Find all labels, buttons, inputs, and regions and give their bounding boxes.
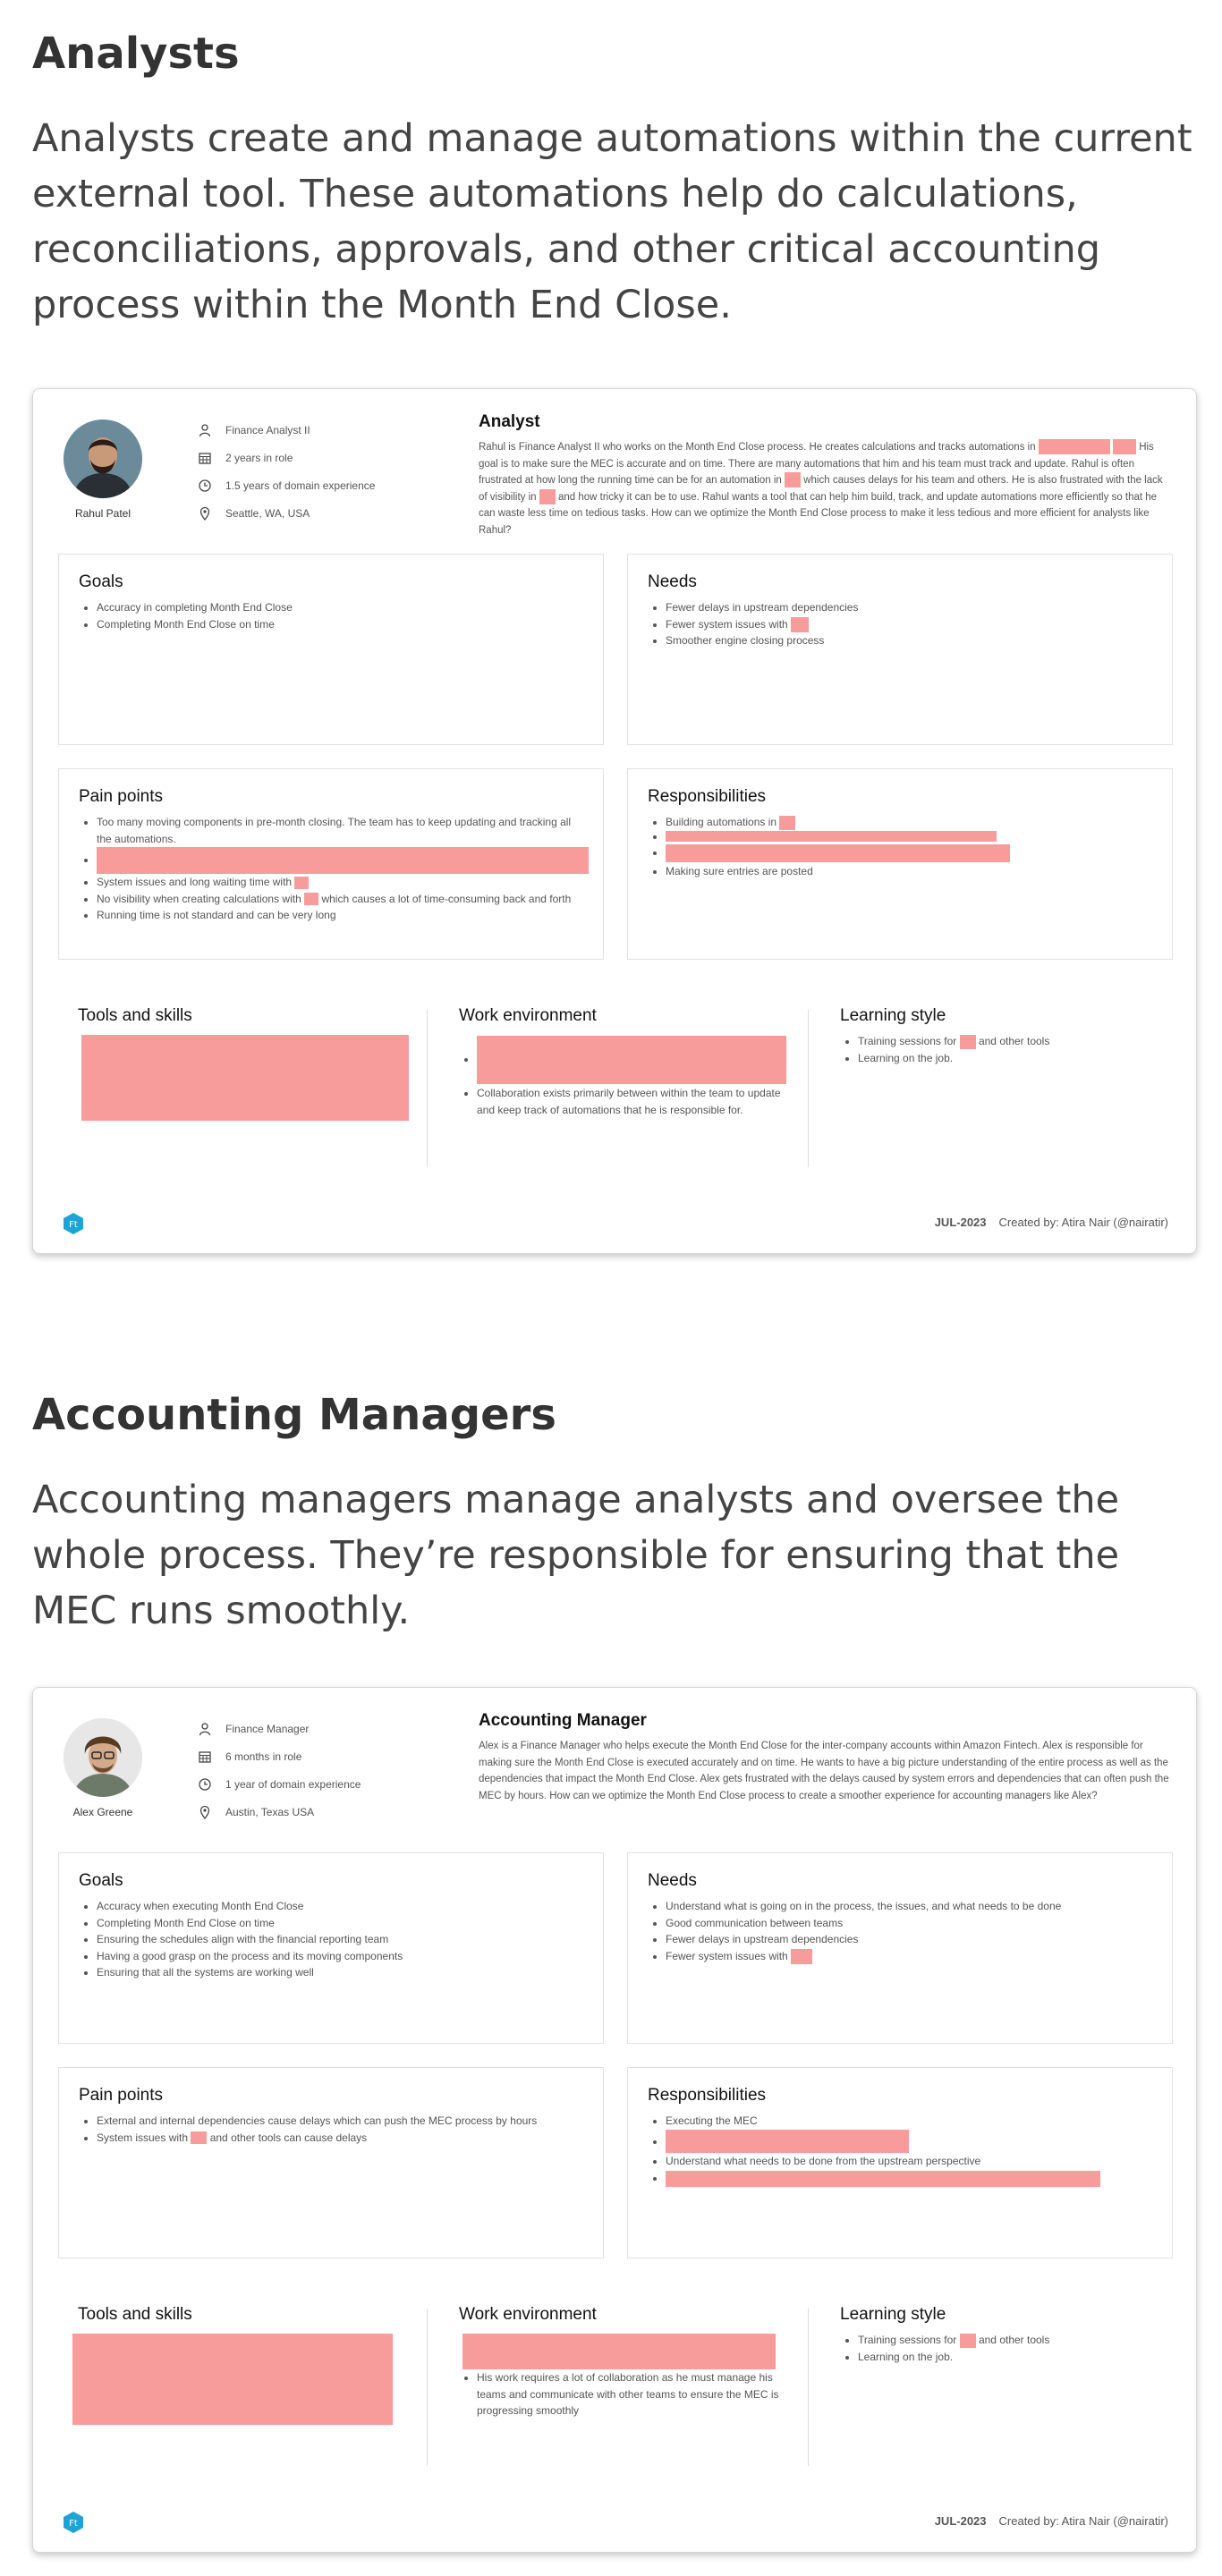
list-item: • Making sure entries are posted <box>666 863 1152 880</box>
redaction-block <box>539 489 556 504</box>
list-item <box>666 2130 1152 2154</box>
person-icon <box>198 423 212 437</box>
column-divider <box>427 1010 428 1167</box>
list-item: • Understand what needs to be done from the upstream perspective <box>666 2153 1152 2170</box>
learning-style-list <box>840 2332 1171 2365</box>
responsibilities-box <box>627 2067 1173 2258</box>
list-item: • Ensuring that all the systems are working well <box>97 1964 583 1981</box>
work-environment-column <box>459 2305 795 2419</box>
person-avatar-icon <box>64 1718 142 1797</box>
redaction-block <box>81 1035 409 1121</box>
list-item: • His work requires a lot of collaboration as he must manage his teams and communicate with other teams to ensure the MEC is progressing smoothly <box>477 2369 795 2419</box>
learning-style-title: Learning style <box>840 2305 946 2324</box>
work-environment-list <box>459 2369 795 2419</box>
needs-box <box>627 554 1173 745</box>
goals-box <box>58 554 604 745</box>
bio-title: Analyst <box>479 412 540 431</box>
avatar <box>64 1718 142 1797</box>
person-name: Rahul Patel <box>74 507 132 520</box>
redaction-block <box>791 617 809 632</box>
list-item: • Ensuring the schedules align with the financial reporting team <box>97 1931 583 1948</box>
list-item: • Smoother engine closing process <box>666 632 1152 649</box>
redaction-block <box>666 831 997 842</box>
location-pin-icon <box>198 506 212 521</box>
list-item <box>97 847 583 874</box>
list-item: • Good communication between teams <box>666 1915 1152 1932</box>
list-item: • Fewer system issues with <box>666 616 1152 633</box>
redaction-block <box>294 877 309 889</box>
avatar <box>64 419 142 498</box>
calendar-icon <box>198 451 212 465</box>
managers-heading: Accounting Managers <box>32 1390 556 1440</box>
analysts-heading: Analysts <box>32 29 240 79</box>
list-item: • Executing the MEC <box>666 2113 1152 2130</box>
list-item: • Completing Month End Close on time <box>97 1915 583 1932</box>
list-item: • Training sessions for and other tools <box>858 2332 1171 2349</box>
list-item <box>666 842 1152 863</box>
list-item: • Running time is not standard and can be very long <box>97 907 583 924</box>
pain-points-title: Pain points <box>79 2086 164 2105</box>
redaction-block <box>97 847 589 874</box>
logo-text: Ft <box>69 2519 78 2529</box>
work-environment-column <box>459 1006 795 1118</box>
card-footer <box>935 2514 1168 2528</box>
work-environment-title: Work environment <box>459 1006 597 1025</box>
persona-info-list <box>198 416 375 527</box>
column-divider <box>808 2309 809 2466</box>
footer-credit: Created by: Atira Nair (@nairatir) <box>998 2514 1168 2528</box>
redaction-block <box>779 816 795 830</box>
info-location: Seattle, WA, USA <box>198 499 375 527</box>
footer-credit: Created by: Atira Nair (@nairatir) <box>998 1216 1168 1229</box>
calendar-icon <box>198 1750 212 1764</box>
list-item: • Too many moving components in pre-month closing. The team has to keep updating and tracking all the automations. <box>97 814 583 847</box>
persona-info-list <box>198 1715 361 1826</box>
tools-skills-title: Tools and skills <box>78 1006 192 1025</box>
info-role: Finance Analyst II <box>198 416 375 444</box>
responsibilities-title: Responsibilities <box>648 787 767 806</box>
redaction-block <box>1113 439 1136 454</box>
redaction-block <box>960 1035 976 1049</box>
redaction-block <box>791 1949 812 1964</box>
redaction-block <box>960 2334 976 2348</box>
learning-style-column <box>840 2305 1171 2365</box>
pain-points-list <box>79 814 583 924</box>
list-item: • Understand what is going on in the process, the issues, and what needs to be done <box>666 1898 1152 1915</box>
bio-title: Accounting Manager <box>479 1711 647 1730</box>
logo-text: Ft <box>69 1220 78 1230</box>
managers-description: Accounting managers manage analysts and oversee the whole process. They’re responsible for ensuring that the MEC runs smoothly. <box>32 1478 1120 1633</box>
learning-style-list <box>840 1033 1171 1066</box>
persona-bio <box>479 1711 1171 1804</box>
bio-text: Rahul is Finance Analyst II who works on the Month End Close process. He creates calculations and tracks automations in His goal is to make sure the MEC is accurate and on time. There are many automations that him and his team must track and update. Rahul is often frustrated at how long the running time can be for an automation in which causes delays for his team and others. He is also frustrated with the lack of visibility in and how tricky it can be to use. Rahul wants a tool that can help him build, track, and update automations more efficiently so that he can waste less time on tedious tasks. How can we optimize the Month End Close process to make it less tedious and more efficient for analysts like Rahul? <box>479 439 1171 538</box>
list-item <box>666 2170 1152 2187</box>
info-tenure: 6 months in role <box>198 1742 361 1770</box>
list-item: • Fewer delays in upstream dependencies <box>666 599 1152 616</box>
list-item: • Fewer delays in upstream dependencies <box>666 1931 1152 1948</box>
info-tenure: 2 years in role <box>198 444 375 471</box>
manager-persona-card <box>32 1687 1197 2553</box>
responsibilities-list <box>648 2113 1152 2187</box>
goals-list <box>79 599 583 632</box>
redaction-block <box>666 2130 909 2153</box>
footer-date: JUL-2023 <box>934 1216 987 1229</box>
person-icon <box>198 1722 212 1736</box>
needs-list <box>648 599 1152 649</box>
goals-list <box>79 1898 583 1981</box>
needs-title: Needs <box>648 1871 697 1890</box>
work-environment-title: Work environment <box>459 2305 597 2324</box>
list-item: • System issues and long waiting time with <box>97 874 583 891</box>
info-experience: 1 year of domain experience <box>198 1770 361 1798</box>
needs-title: Needs <box>648 572 697 591</box>
redaction-block <box>785 472 801 487</box>
analysts-description: Analysts create and manage automations within the current external tool. These automations help do calculations, reconciliations, approvals, and other critical accounting process within the Month End Close. <box>32 116 1192 327</box>
person-name: Alex Greene <box>72 1806 133 1818</box>
bio-text: Alex is a Finance Manager who helps execute the Month End Close for the inter-company accounts within Amazon Fintech. Alex is responsible for making sure the Month End Close is executed accurately and on time. He wants to have a big picture understanding of the entire process as well as the dependencies that impact the Month End Close. Alex gets frustrated with the delays caused by system errors and dependencies that can often push the MEC by hours. How can we optimize the Month End Close process to create a smoother experience for accounting managers like Alex? <box>479 1741 1169 1801</box>
tools-skills-column <box>78 1006 445 1121</box>
list-item: • Learning on the job. <box>858 2349 1171 2366</box>
redaction-block <box>304 893 318 905</box>
list-item: • Training sessions for and other tools <box>858 1033 1171 1050</box>
responsibilities-list <box>648 814 1152 880</box>
needs-box <box>627 1852 1173 2044</box>
footer-date: JUL-2023 <box>934 2514 987 2528</box>
redaction-block <box>1039 439 1110 454</box>
tools-skills-title: Tools and skills <box>78 2305 192 2324</box>
info-role: Finance Manager <box>198 1715 361 1742</box>
clock-icon <box>198 479 212 493</box>
learning-style-title: Learning style <box>840 1006 946 1025</box>
list-item: • Collaboration exists primarily between within the team to update and keep track of automations that he is responsible for. <box>477 1085 795 1118</box>
redaction-block <box>191 2131 207 2144</box>
redaction-block <box>666 844 1010 862</box>
redaction-block <box>462 2334 776 2369</box>
card-footer <box>935 1216 1168 1229</box>
column-divider <box>427 2309 428 2466</box>
learning-style-column <box>840 1006 1171 1066</box>
pain-points-list <box>79 2113 583 2146</box>
pain-points-box <box>58 2067 604 2258</box>
brand-logo-icon <box>62 1212 85 1235</box>
list-item: • System issues with and other tools can cause delays <box>97 2130 583 2147</box>
goals-box <box>58 1852 604 2044</box>
redaction-block <box>477 1036 786 1084</box>
list-item: • Learning on the job. <box>858 1050 1171 1067</box>
clock-icon <box>198 1777 212 1792</box>
list-item: • Fewer system issues with <box>666 1948 1152 1965</box>
person-avatar-icon <box>64 419 142 498</box>
persona-bio <box>479 412 1171 538</box>
goals-title: Goals <box>79 572 123 591</box>
location-pin-icon <box>198 1805 212 1819</box>
list-item: • Building automations in <box>666 814 1152 831</box>
info-location: Austin, Texas USA <box>198 1798 361 1826</box>
goals-title: Goals <box>79 1871 123 1890</box>
column-divider <box>808 1010 809 1167</box>
redaction-block <box>72 2334 393 2425</box>
pain-points-title: Pain points <box>79 787 164 806</box>
redaction-block <box>666 2171 1100 2187</box>
list-item: • Accuracy in completing Month End Close <box>97 599 583 616</box>
list-item: • Completing Month End Close on time <box>97 616 583 633</box>
responsibilities-box <box>627 768 1173 960</box>
analyst-persona-card <box>32 388 1197 1254</box>
needs-list <box>648 1898 1152 1964</box>
list-item <box>477 1033 795 1085</box>
work-environment-list <box>459 1033 795 1118</box>
brand-logo-icon <box>62 2511 85 2534</box>
pain-points-box <box>58 768 604 960</box>
tools-skills-column <box>78 2305 445 2425</box>
info-experience: 1.5 years of domain experience <box>198 471 375 499</box>
list-item: • Having a good grasp on the process and its moving components <box>97 1948 583 1965</box>
list-item: • External and internal dependencies cause delays which can push the MEC process by hours <box>97 2113 583 2130</box>
responsibilities-title: Responsibilities <box>648 2086 767 2105</box>
list-item: • No visibility when creating calculations with which causes a lot of time-consuming back and forth <box>97 891 583 908</box>
list-item: • Accuracy when executing Month End Close <box>97 1898 583 1915</box>
list-item <box>666 831 1152 843</box>
